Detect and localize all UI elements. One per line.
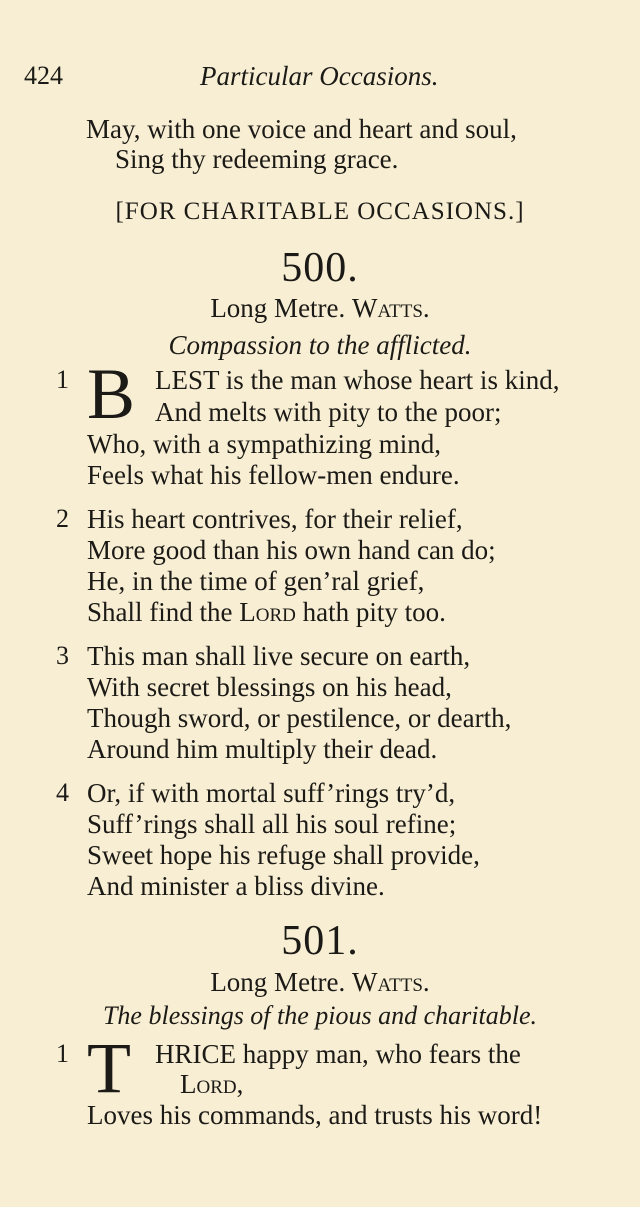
divine-name: Lord xyxy=(239,597,296,627)
drop-cap: T xyxy=(87,1028,131,1108)
verse-line: LEST is the man whose heart is kind, xyxy=(155,365,560,395)
verse-line: He, in the time of gen’ral grief, xyxy=(87,566,425,596)
hymn-number: 500. xyxy=(281,245,359,291)
drop-cap: B xyxy=(87,354,136,434)
verse-line xyxy=(87,596,446,628)
metre-label: Long Metre. xyxy=(210,967,346,997)
verse-line: And minister a bliss divine. xyxy=(87,871,385,901)
verse-line: Suff’rings shall all his soul refine; xyxy=(87,809,457,839)
verse-text: Shall find the xyxy=(87,597,240,627)
hymn-author: Watts. xyxy=(352,967,430,997)
section-heading: [FOR CHARITABLE OCCASIONS.] xyxy=(115,198,525,225)
verse-line: With secret blessings on his head, xyxy=(87,672,452,702)
verse-number: 1 xyxy=(56,1039,69,1068)
verse-number: 1 xyxy=(56,365,69,394)
verse-line: Who, with a sympathizing mind, xyxy=(87,429,441,459)
verse-line: More good than his own hand can do; xyxy=(87,535,496,565)
verse-number: 4 xyxy=(56,778,69,807)
hymn-number: 501. xyxy=(281,918,359,964)
carryover-line: May, with one voice and heart and soul, xyxy=(86,114,517,144)
verse-line: Around him multiply their dead. xyxy=(87,734,438,764)
hymn-subtitle: The blessings of the pious and charitable. xyxy=(102,1001,538,1030)
verse-line: And melts with pity to the poor; xyxy=(155,397,502,427)
verse-line: Loves his commands, and trusts his word! xyxy=(87,1100,543,1130)
verse-line: HRICE happy man, who fears the xyxy=(155,1039,521,1069)
verse-line: Or, if with mortal suff’rings try’d, xyxy=(87,778,456,808)
verse-line: Lord, xyxy=(180,1069,244,1099)
verse-line: His heart contrives, for their relief, xyxy=(87,504,463,534)
metre-label: Long Metre. xyxy=(210,293,346,323)
verse-text: hath pity too. xyxy=(295,597,446,627)
verse-line: Sweet hope his refuge shall provide, xyxy=(87,840,480,870)
verse-line: Though sword, or pestilence, or dearth, xyxy=(87,703,512,733)
verse-number: 3 xyxy=(56,641,69,670)
hymn-metre-line xyxy=(0,292,640,324)
verse-number: 2 xyxy=(56,504,69,533)
hymn-author: Watts. xyxy=(352,293,430,323)
running-title: Particular Occasions. xyxy=(200,61,439,91)
verse-line: This man shall live secure on earth, xyxy=(87,641,471,671)
hymn-metre-line xyxy=(0,966,640,998)
carryover-line: Sing thy redeeming grace. xyxy=(115,144,399,174)
verse-line: Feels what his fellow-men endure. xyxy=(87,460,460,490)
hymn-subtitle: Compassion to the afflicted. xyxy=(168,330,472,360)
page-number: 424 xyxy=(24,61,63,90)
